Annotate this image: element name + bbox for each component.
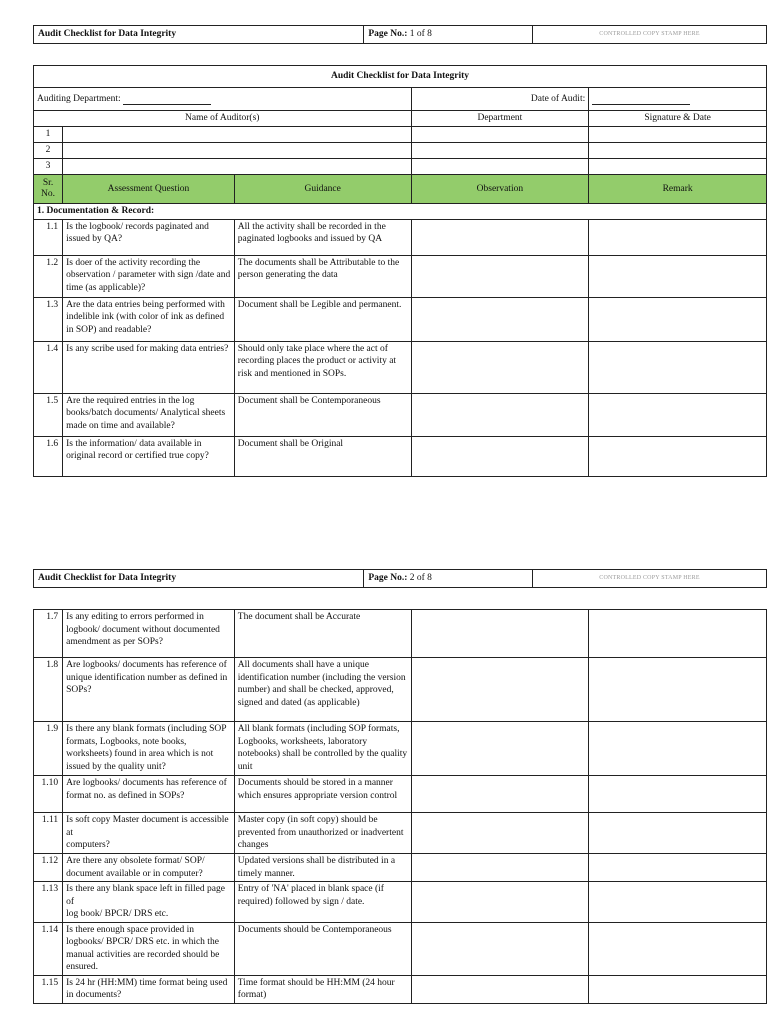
sr-no-cell: 1.12 — [34, 854, 63, 882]
checklist-row — [34, 219, 767, 255]
assessment-question-cell: Is there enough space provided in logbooks/ BPCR/ DRS etc. in which the manual activities are recorded should be ensured. — [63, 922, 235, 975]
remark-cell[interactable] — [589, 219, 767, 255]
sr-no-cell: 1.14 — [34, 922, 63, 975]
auditor-row-number: 3 — [34, 159, 63, 175]
page-label: Page No.: — [368, 573, 408, 584]
observation-cell[interactable] — [411, 393, 589, 436]
assessment-question-cell: Is soft copy Master document is accessible at computers? — [63, 813, 235, 854]
sr-no-cell: 1.9 — [34, 722, 63, 776]
date-of-audit-field[interactable] — [589, 88, 767, 111]
observation-cell[interactable] — [411, 219, 589, 255]
observation-cell[interactable] — [411, 882, 589, 923]
observation-cell[interactable] — [411, 255, 589, 297]
guidance-cell: Master copy (in soft copy) should be prevented from unauthorized or inadvertent changes — [234, 813, 411, 854]
auditor-name-cell[interactable] — [63, 143, 411, 159]
assessment-question-cell: Is the logbook/ records paginated and issued by QA? — [63, 219, 235, 255]
sr-no-cell: 1.7 — [34, 610, 63, 658]
checklist-row — [34, 255, 767, 297]
observation-header: Observation — [411, 175, 589, 204]
sr-no-cell: 1.1 — [34, 219, 63, 255]
remark-cell[interactable] — [589, 393, 767, 436]
remark-cell[interactable] — [589, 776, 767, 813]
checklist-rows-page1 — [34, 219, 767, 476]
guidance-cell: Documents should be stored in a manner which ensures appropriate version control — [234, 776, 411, 813]
remark-cell[interactable] — [589, 722, 767, 776]
department-header: Department — [411, 111, 589, 127]
checklist-row — [34, 882, 767, 923]
controlled-copy-stamp: CONTROLLED COPY STAMP HERE — [533, 570, 767, 588]
observation-cell[interactable] — [411, 813, 589, 854]
form-title: Audit Checklist for Data Integrity — [34, 66, 767, 88]
page-number-value: 2 of 8 — [409, 573, 432, 584]
auditor-signature-cell[interactable] — [589, 159, 767, 175]
assessment-question-cell: Are the required entries in the log books/batch documents/ Analytical sheets made on time and available? — [63, 393, 235, 436]
remark-header: Remark — [589, 175, 767, 204]
guidance-cell: Document shall be Original — [234, 436, 411, 476]
checklist-row — [34, 776, 767, 813]
checklist-row — [34, 722, 767, 776]
sr-no-cell: 1.10 — [34, 776, 63, 813]
guidance-cell: Documents should be Contemporaneous — [234, 922, 411, 975]
sr-no-cell: 1.13 — [34, 882, 63, 923]
remark-cell[interactable] — [589, 854, 767, 882]
auditor-row-number: 2 — [34, 143, 63, 159]
assessment-question-cell: Is there any blank space left in filled page of log book/ BPCR/ DRS etc. — [63, 882, 235, 923]
remark-cell[interactable] — [589, 341, 767, 393]
auditor-signature-cell[interactable] — [589, 143, 767, 159]
guidance-cell: Document shall be Legible and permanent. — [234, 297, 411, 341]
page-number — [364, 26, 533, 44]
sr-no-cell: 1.3 — [34, 297, 63, 341]
remark-cell[interactable] — [589, 297, 767, 341]
observation-cell[interactable] — [411, 658, 589, 722]
guidance-cell: Updated versions shall be distributed in a timely manner. — [234, 854, 411, 882]
observation-cell[interactable] — [411, 297, 589, 341]
date-of-audit-label: Date of Audit: — [411, 88, 589, 111]
audit-checklist-table-page2 — [33, 609, 767, 1004]
sr-no-cell: 1.2 — [34, 255, 63, 297]
assessment-question-cell: Is any scribe used for making data entries? — [63, 341, 235, 393]
guidance-cell: Entry of 'NA' placed in blank space (if required) followed by sign / date. — [234, 882, 411, 923]
checklist-row — [34, 297, 767, 341]
auditor-row-number: 1 — [34, 127, 63, 143]
observation-cell[interactable] — [411, 854, 589, 882]
sr-no-cell: 1.5 — [34, 393, 63, 436]
observation-cell[interactable] — [411, 610, 589, 658]
header-title: Audit Checklist for Data Integrity — [34, 26, 364, 44]
checklist-row — [34, 436, 767, 476]
assessment-question-cell: Is doer of the activity recording the observation / parameter with sign /date and time (as applicable)? — [63, 255, 235, 297]
observation-cell[interactable] — [411, 975, 589, 1003]
assessment-question-cell: Are logbooks/ documents has reference of unique identification number as defined in SOPs? — [63, 658, 235, 722]
sr-no-header: Sr. No. — [34, 175, 63, 204]
auditor-department-cell[interactable] — [411, 159, 589, 175]
assessment-question-cell: Is the information/ data available in original record or certified true copy? — [63, 436, 235, 476]
checklist-row — [34, 975, 767, 1003]
signature-date-header: Signature & Date — [589, 111, 767, 127]
observation-cell[interactable] — [411, 341, 589, 393]
name-of-auditors-header: Name of Auditor(s) — [34, 111, 412, 127]
column-header-row — [34, 175, 767, 204]
guidance-cell: All the activity shall be recorded in the paginated logbooks and issued by QA — [234, 219, 411, 255]
page-number — [364, 570, 533, 588]
sr-no-cell: 1.11 — [34, 813, 63, 854]
assessment-question-cell: Are logbooks/ documents has reference of format no. as defined in SOPs? — [63, 776, 235, 813]
sr-no-cell: 1.4 — [34, 341, 63, 393]
guidance-cell: All documents shall have a unique identification number (including the version number) and shall be checked, approved, signed and dated (as applicable) — [234, 658, 411, 722]
observation-cell[interactable] — [411, 776, 589, 813]
guidance-cell: Time format should be HH:MM (24 hour format) — [234, 975, 411, 1003]
page2-header — [33, 569, 767, 588]
auditor-department-cell[interactable] — [411, 143, 589, 159]
page1-header — [33, 25, 767, 44]
guidance-cell: The document shall be Accurate — [234, 610, 411, 658]
observation-cell[interactable] — [411, 922, 589, 975]
remark-cell[interactable] — [589, 436, 767, 476]
checklist-row — [34, 393, 767, 436]
sr-no-cell: 1.8 — [34, 658, 63, 722]
auditing-department-blank[interactable] — [123, 94, 211, 105]
guidance-cell: All blank formats (including SOP formats, Logbooks, worksheets, laboratory notebooks) shall be controlled by the quality unit — [234, 722, 411, 776]
remark-cell[interactable] — [589, 255, 767, 297]
guidance-cell: Document shall be Contemporaneous — [234, 393, 411, 436]
assessment-question-header: Assessment Question — [63, 175, 235, 204]
auditor-department-cell[interactable] — [411, 127, 589, 143]
guidance-cell: The documents shall be Attributable to the person generating the data — [234, 255, 411, 297]
header-title: Audit Checklist for Data Integrity — [34, 570, 364, 588]
auditing-department-label: Auditing Department: — [37, 93, 121, 104]
date-of-audit-blank[interactable] — [592, 94, 690, 105]
guidance-cell: Should only take place where the act of recording places the product or activity at risk and mentioned in SOPs. — [234, 341, 411, 393]
section-heading: 1. Documentation & Record: — [34, 204, 767, 220]
checklist-row — [34, 922, 767, 975]
auditing-department-field[interactable] — [34, 88, 412, 111]
auditor-signature-cell[interactable] — [589, 127, 767, 143]
checklist-row — [34, 610, 767, 658]
assessment-question-cell: Are the data entries being performed with indelible ink (with color of ink as defined in SOP) and readable? — [63, 297, 235, 341]
auditor-name-cell[interactable] — [63, 127, 411, 143]
assessment-question-cell: Is 24 hr (HH:MM) time format being used in documents? — [63, 975, 235, 1003]
checklist-row — [34, 813, 767, 854]
remark-cell[interactable] — [589, 610, 767, 658]
observation-cell[interactable] — [411, 436, 589, 476]
sr-no-cell: 1.6 — [34, 436, 63, 476]
auditor-name-cell[interactable] — [63, 159, 411, 175]
sr-no-cell: 1.15 — [34, 975, 63, 1003]
controlled-copy-stamp: CONTROLLED COPY STAMP HERE — [533, 26, 767, 44]
remark-cell[interactable] — [589, 658, 767, 722]
checklist-row — [34, 854, 767, 882]
audit-checklist-table-page1 — [33, 65, 767, 477]
assessment-question-cell: Is there any blank formats (including SOP formats, Logbooks, note books, worksheets) found in area which is not issued by the quality unit? — [63, 722, 235, 776]
remark-cell[interactable] — [589, 882, 767, 923]
observation-cell[interactable] — [411, 722, 589, 776]
page-label: Page No.: — [368, 29, 408, 40]
page-number-value: 1 of 8 — [409, 29, 432, 40]
remark-cell[interactable] — [589, 975, 767, 1003]
checklist-row — [34, 341, 767, 393]
remark-cell[interactable] — [589, 813, 767, 854]
checklist-rows-page2 — [34, 610, 767, 1004]
assessment-question-cell: Is any editing to errors performed in logbook/ document without documented amendment as per SOPs? — [63, 610, 235, 658]
assessment-question-cell: Are there any obsolete format/ SOP/ document available or in computer? — [63, 854, 235, 882]
remark-cell[interactable] — [589, 922, 767, 975]
checklist-row — [34, 658, 767, 722]
guidance-header: Guidance — [234, 175, 411, 204]
